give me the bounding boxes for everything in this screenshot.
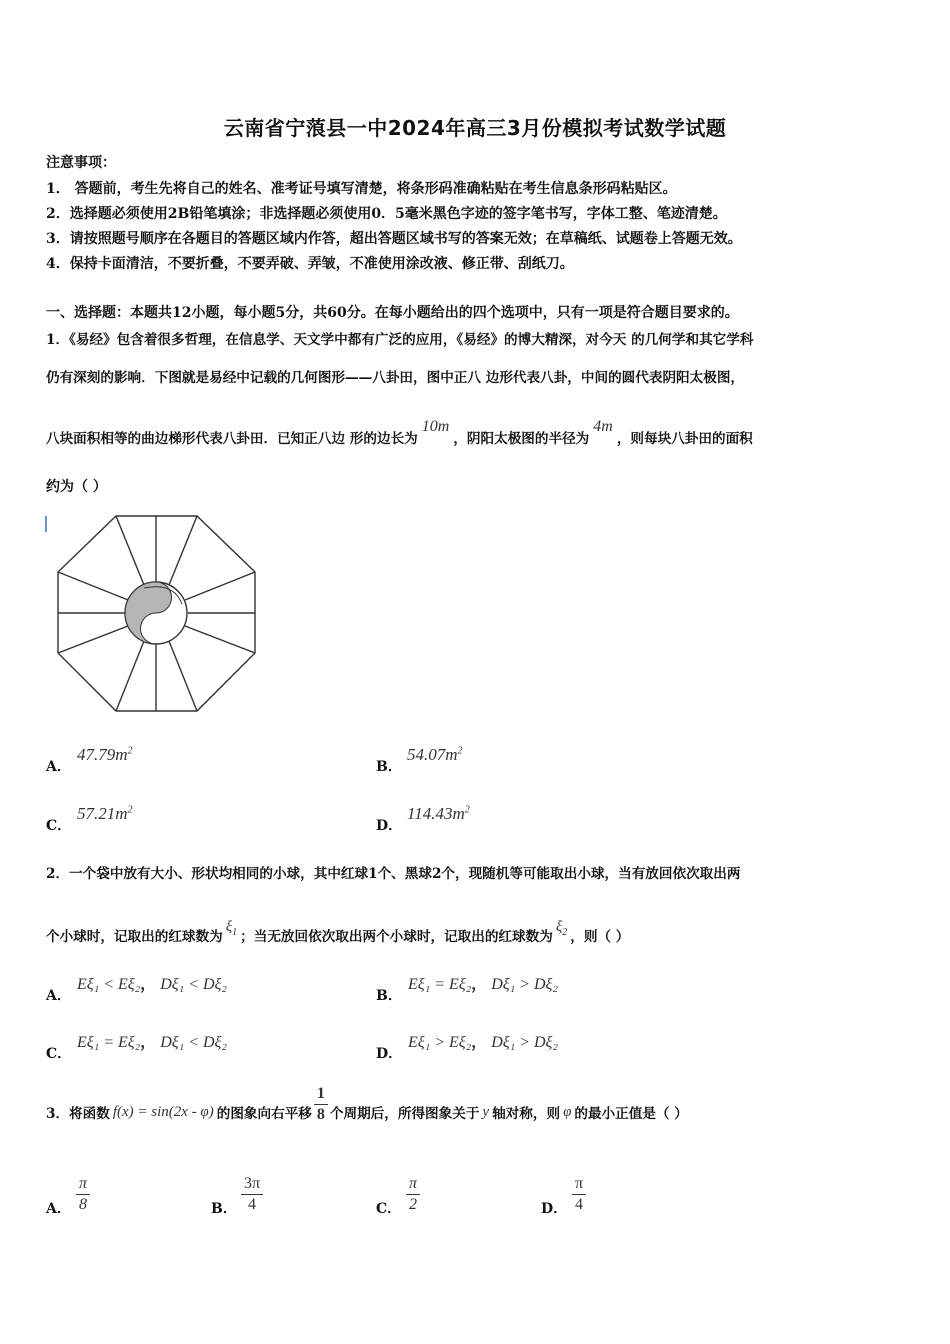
q1-radius: 4m	[593, 418, 613, 435]
q2-line-2b: ；当无放回依次取出两个小球时，记取出的红球数为	[240, 929, 553, 945]
q3-option-c-label: C．	[376, 1201, 402, 1217]
q3-option-a-value: $\frac{\pi}{8}$	[76, 1174, 90, 1215]
q3-prefix: 3．将函数	[46, 1106, 110, 1122]
q2-option-d-label: D．	[376, 1046, 403, 1062]
q2-option-c-label: C．	[46, 1046, 72, 1062]
page-title: 云南省宁蒗县一中2024年高三3月份模拟考试数学试题	[223, 116, 727, 140]
q1-line-2: 仍有深刻的影响．下图就是易经中记载的几何图形——八卦田，图中正八 边形代表八卦，中间的圆代表阴阳太极图，	[46, 370, 745, 386]
q2-line-1: 2．一个袋中放有大小、形状均相同的小球，其中红球1个、黑球2个，现随机等可能取出小球，当有放回依次取出两	[46, 866, 741, 882]
q3-mid2: 个周期后，所得图象关于	[329, 1106, 480, 1122]
q3-function: f(x) = sin(2x - φ)	[112, 1103, 214, 1120]
q2-option-d-value: Eξ₁ > Eξ₂， Dξ₁ > Dξ₂	[408, 1034, 558, 1051]
q3-option-c-value: $\frac{\pi}{2}$	[406, 1174, 420, 1215]
q2-option-a-label: A．	[46, 988, 71, 1004]
q1-option-c-label: C．	[46, 818, 72, 834]
q2-option-a-value: Eξ₁ < Eξ₂， Dξ₁ < Dξ₂	[77, 976, 227, 993]
q3-mid3: 轴对称，则	[492, 1106, 561, 1122]
q1-option-c-value: $57.21m^2$	[77, 804, 133, 823]
q2-line-2c: ，则（ ）	[570, 929, 630, 945]
notice-heading: 注意事项：	[46, 155, 116, 171]
q2-option-b-value: Eξ₁ = Eξ₂， Dξ₁ > Dξ₂	[408, 976, 558, 993]
q1-option-a-value: $47.79m^2$	[77, 745, 133, 764]
q1-option-b-value: $54.07m^2$	[407, 745, 463, 764]
q3-y-var: y	[482, 1103, 490, 1120]
q1-line-4: 约为（ ）	[46, 479, 107, 495]
q3-option-d-label: D．	[541, 1201, 568, 1217]
q3-suffix: 的最小正值是（ ）	[574, 1106, 688, 1122]
q1-option-d-value: $114.43m^2$	[407, 804, 470, 823]
q3-option-b-value: $\frac{3\pi}{4}$	[241, 1174, 263, 1215]
notice-item-3: 3．请按照题号顺序在各题目的答题区域内作答，超出答题区域书写的答案无效；在草稿纸、试题卷上答题无效。	[46, 231, 742, 247]
q1-line-3c: ，则每块八卦田的面积	[616, 431, 753, 447]
q3-fraction: $\frac{1}{8}$	[314, 1084, 328, 1125]
q1-line-3b: ，阴阳太极图的半径为	[453, 431, 590, 447]
q1-option-b-label: B．	[376, 759, 402, 775]
q1-line-3a: 八块面积相等的曲边梯形代表八卦田．已知正八边 形的边长为	[46, 431, 418, 447]
q3-option-b-label: B．	[211, 1201, 237, 1217]
q1-line-1: 1．《易经》包含着很多哲理，在信息学、天文学中都有广泛的应用，《易经》的博大精深，对今天 的几何学和其它学科	[46, 332, 754, 348]
q2-line-2	[46, 919, 630, 948]
q1-side-length: 10m	[421, 418, 450, 435]
q3-option-a-label: A．	[46, 1201, 71, 1217]
q1-option-d-label: D．	[376, 818, 403, 834]
q2-option-b-label: B．	[376, 988, 402, 1004]
q2-line-2a: 个小球时，记取出的红球数为	[46, 929, 223, 945]
q3-mid: 的图象向右平移	[216, 1106, 312, 1122]
q1-line-3	[46, 418, 753, 448]
q3-line	[46, 1084, 688, 1137]
notice-item-2: 2．选择题必须使用2B铅笔填涂；非选择题必须使用0．5毫米黑色字迹的签字笔书写，字体工整、笔迹清楚。	[46, 206, 727, 222]
q3-option-d-value: $\frac{\pi}{4}$	[572, 1174, 586, 1215]
notice-item-1: 1． 答题前，考生先将自己的姓名、准考证号填写清楚，将条形码准确粘贴在考生信息条形码粘贴区。	[46, 181, 677, 197]
q1-option-a-label: A．	[46, 759, 71, 775]
q2-xi1: $\xi_1$	[225, 919, 238, 938]
q3-phi: φ	[563, 1103, 572, 1120]
q2-option-c-value: Eξ₁ = Eξ₂， Dξ₁ < Dξ₂	[77, 1034, 227, 1051]
q2-xi2: $\xi_2$	[555, 919, 568, 938]
bagua-figure	[44, 512, 264, 722]
notice-item-4: 4．保持卡面清洁，不要折叠，不要弄破、弄皱，不准使用涂改液、修正带、刮纸刀。	[46, 256, 574, 272]
section-heading: 一、选择题：本题共12小题，每小题5分，共60分。在每小题给出的四个选项中，只有一项是符合题目要求的。	[46, 305, 739, 321]
